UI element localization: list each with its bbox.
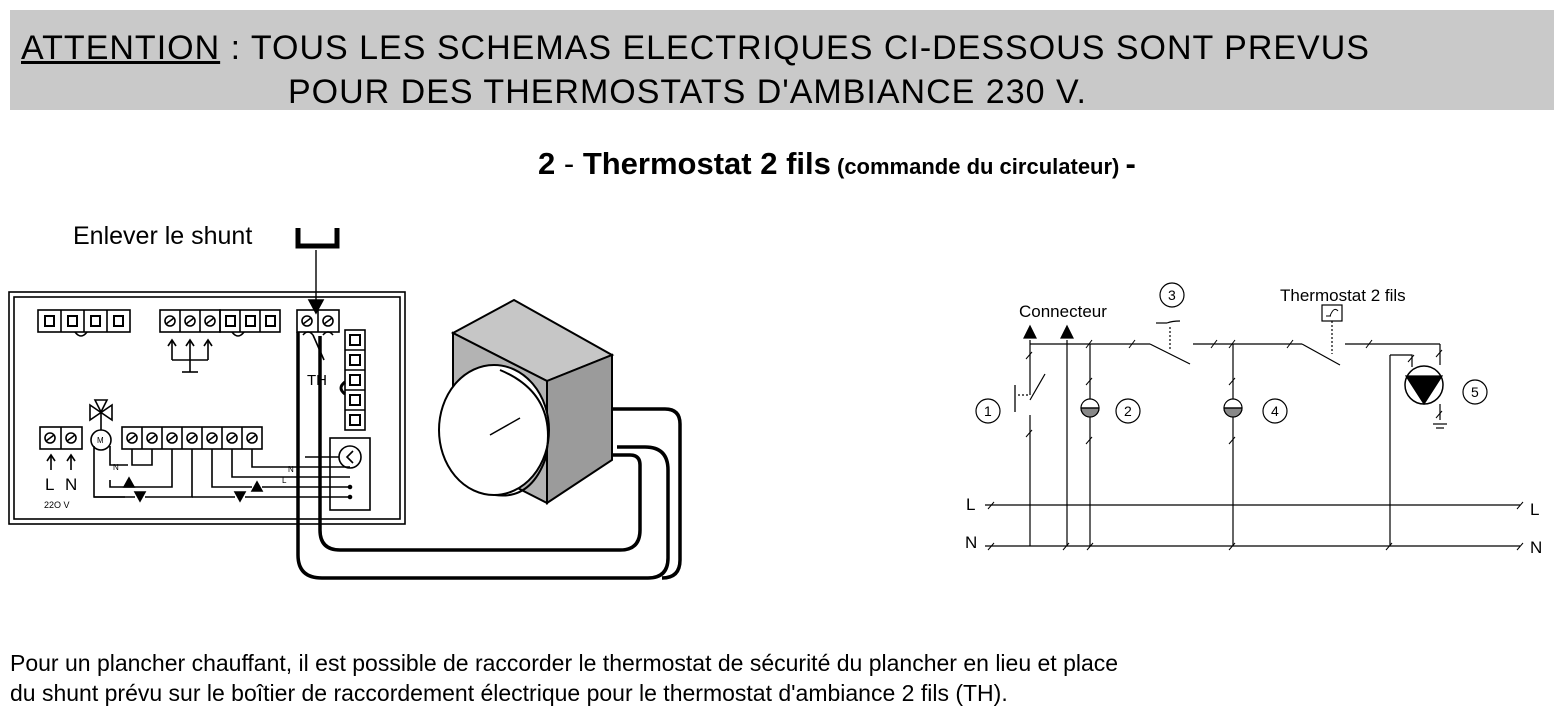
shunt-icon xyxy=(298,228,337,246)
electrical-schematic xyxy=(965,283,1542,557)
svg-text:3: 3 xyxy=(1168,287,1176,303)
flow-arrow-up-2 xyxy=(252,482,262,491)
connector-label: Connecteur xyxy=(1019,302,1107,321)
phase-line-label-left: L xyxy=(966,495,976,514)
power-terminal-block xyxy=(40,427,82,470)
heading-separator: - xyxy=(555,146,583,181)
banner-line-1-text: : TOUS LES SCHEMAS ELECTRIQUES CI-DESSOUS SONT PREVUS xyxy=(220,29,1370,67)
connector-arrow-1 xyxy=(1024,326,1036,338)
svg-text:N: N xyxy=(288,465,294,474)
heading-title: Thermostat 2 fils xyxy=(582,146,831,181)
flow-arrow-down-1 xyxy=(135,492,145,501)
neutral-label: N xyxy=(65,475,78,494)
indicator-lamp-4-icon xyxy=(1224,399,1242,417)
top-terminal-block-middle xyxy=(160,310,280,372)
circulator-pump-icon xyxy=(1405,366,1443,404)
heading-subtitle: (commande du circulateur) xyxy=(830,154,1126,179)
room-thermostat-icon xyxy=(439,300,612,503)
shunt-label: Enlever le shunt xyxy=(73,222,253,250)
svg-text:4: 4 xyxy=(1271,403,1279,419)
heading-trailing: - xyxy=(1125,146,1136,181)
svg-text:M: M xyxy=(97,436,104,445)
banner-line-2: POUR DES THERMOSTATS D'AMBIANCE 230 V. xyxy=(288,73,1087,111)
clock-icon xyxy=(339,446,361,468)
vertical-terminal-strip xyxy=(341,330,365,430)
phase-label: L xyxy=(45,475,55,494)
badge-5 xyxy=(1463,380,1487,404)
flow-arrow-up-1 xyxy=(124,478,134,487)
neutral-line-label-right: N xyxy=(1530,538,1543,557)
badge-2 xyxy=(1116,399,1140,423)
attention-word: ATTENTION xyxy=(21,29,221,67)
footer-note xyxy=(10,648,1550,708)
svg-text:N: N xyxy=(113,463,119,472)
flow-arrow-down-2 xyxy=(235,492,245,501)
thermostat-2-wires-label: Thermostat 2 fils xyxy=(1280,286,1406,305)
connector-arrow-2 xyxy=(1061,326,1073,338)
top-terminal-block-left xyxy=(38,310,130,336)
phase-line-label-right: L xyxy=(1530,500,1540,519)
valve-icon xyxy=(90,400,112,430)
heading-number: 2 xyxy=(538,146,556,181)
bottom-terminal-block xyxy=(122,427,262,449)
badge-3 xyxy=(1160,283,1184,307)
badge-4 xyxy=(1263,399,1287,423)
svg-text:5: 5 xyxy=(1471,384,1479,400)
shunt-terminal-block xyxy=(297,310,339,360)
indicator-lamp-2-icon xyxy=(1081,399,1099,417)
thermostat-symbol-icon xyxy=(1322,305,1342,321)
footer-line-1: Pour un plancher chauffant, il est possible de raccorder le thermostat de sécurité du plancher en lieu et place xyxy=(10,650,1119,676)
badge-1 xyxy=(976,399,1000,423)
neutral-line-label-left: N xyxy=(965,533,978,552)
svg-text:2: 2 xyxy=(1124,403,1132,419)
svg-text:1: 1 xyxy=(984,403,992,419)
th-label: TH xyxy=(307,372,327,389)
voltage-label: 22O V xyxy=(44,500,70,510)
svg-text:L: L xyxy=(282,476,287,485)
footer-line-2: du shunt prévu sur le boîtier de raccordement électrique pour le thermostat d'ambiance 2 fils (TH). xyxy=(10,680,1008,706)
